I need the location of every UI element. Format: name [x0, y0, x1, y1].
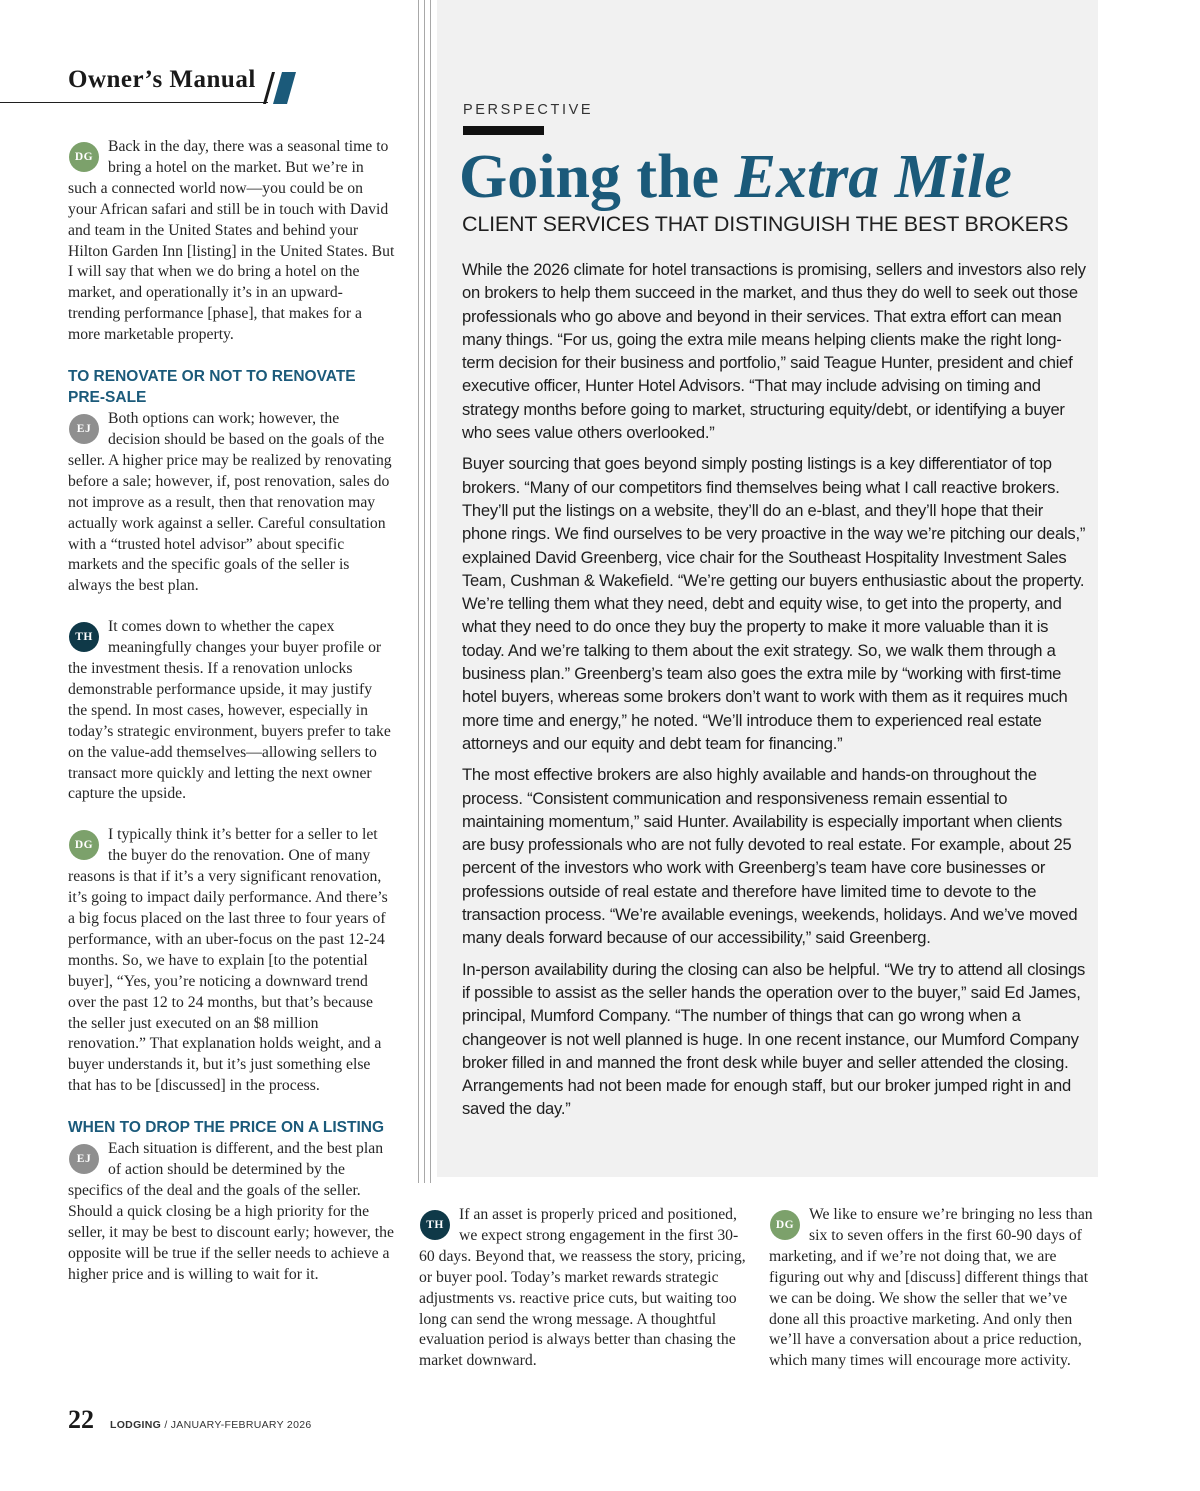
right-column — [769, 1205, 1096, 1372]
quote-text: Both options can work; however, the decision should be based on the goals of the seller. A higher price may be realized by renovating before a sale; however, if, post renovation, sales do not improve as a result, then that renovation may actually work against a seller. Careful consultation with a “trusted hotel advisor” about specific markets and the specific goals of the seller is always the best plan. — [68, 410, 392, 595]
column-rule — [418, 0, 419, 1183]
sidebar-paragraph: The most effective brokers are also highly available and hands-on throughout the process. “Consistent communication and responsiveness remain essential to maintaining momentum,” said Hunter. Availability is especially important when clients are busy professionals who are not fully devoted to real estate. For example, about 25 percent of the investors who work with Greenberg’s team have core businesses or professions outside of real estate and therefore have limited time to devote to the transaction process. “We’re available evenings, weekends, holidays. And we’ve moved many deals forward because of our accessibility,” said Greenberg. — [462, 765, 1078, 948]
quote-dg-2 — [68, 825, 395, 1097]
sidebar-paragraph: While the 2026 climate for hotel transactions is promising, sellers and investors also rely on brokers to help them succeed in the market, and thus they do well to seek out those professionals who go above and beyond in their services. That extra effort can mean many things. “For us, going the extra mile means helping clients make the right long-term decision for their business and portfolio,” said Teague Hunter, president and chief executive officer, Hunter Hotel Advisors. “That may include advising on timing and strategy months before going to market, structuring equity/debt, or identifying a buyer who sees value others overlooked.” — [462, 260, 1086, 443]
deck: CLIENT SERVICES THAT DISTINGUISH THE BEST BROKERS — [462, 212, 1069, 236]
left-column — [68, 137, 395, 1306]
issue-date: / JANUARY-FEBRUARY 2026 — [161, 1419, 312, 1431]
quote-th-2 — [419, 1205, 746, 1372]
sidebar-paragraph: In-person availability during the closing can also be helpful. “We try to attend all closings if possible to assist as the seller hands the operation over to the buyer,” said Ed James, principal, Mumford Company. “The number of things that can go wrong when a changeover is not well planned is huge. In one recent instance, our Mumford Company broker filled in and manned the front desk while buyer and seller attended the closing. Arrangements had not been made for enough staff, but our broker jumped right in and saved the day.” — [462, 959, 1086, 1119]
quote-ej-2 — [68, 1139, 395, 1285]
sidebar-paragraph: Buyer sourcing that goes beyond simply posting listings is a key differentiator of top brokers. “Many of our competitors find themselves being what I call reactive brokers. They’ll put the listings on a website, they’ll do an e-blast, and they’ll hope that their phone rings. We find ourselves to be very proactive in the way we’re pitching our deals,” explained David Greenberg, vice chair for the Southeast Hospitality Investment Sales Team, Cushman & Wakefield. “We’re getting our buyers enthusiastic about the property. We’re telling them what they need, debt and equity wise, to get into the property, and what they need to do once they buy the property to make it more valuable than it is today. And we’re talking to them about the exit strategy. So, we walk them through a business plan.” Greenberg’s team also goes the extra mile by “working with first-time hotel buyers, whereas some brokers don’t want to work with them as it requires much more time and energy,” he noted. “We’ll introduce them to experienced real estate attorneys and our equity and debt team for financing.” — [462, 454, 1086, 753]
headline-plain: Going the — [459, 143, 735, 211]
quote-text: I typically think it’s better for a seller to let the buyer do the renovation. One of many reasons is that if it’s a very significant renovation, it’s going to impact daily performance. And there’s a big focus placed on the last three to four years of performance, with an uber-focus on the past 12-24 months. So, we have to explain [to the potential buyer], “Yes, you’re noticing a downward trend over the past 12 to 24 months, but that’s because the seller just executed on an $8 million renovation.” That explanation holds weight, and a buyer understands it, but it’s just something else that has to be [discussed] in the process. — [68, 826, 388, 1095]
quote-text: If an asset is properly priced and positioned, we expect strong engagement in the first 30-60 days. Beyond that, we reassess the story, pricing, or buyer pool. Today’s market rewards strategic adjustments vs. reactive price cuts, but waiting too long can send the wrong message. A thoughtful evaluation period is always better than chasing the market downward. — [419, 1206, 746, 1370]
magazine-issue — [110, 1419, 311, 1431]
quote-th-1 — [68, 617, 395, 805]
magazine-name: LODGING — [110, 1419, 162, 1431]
label-bar — [463, 126, 544, 135]
quote-dg-1 — [68, 137, 395, 346]
page-number: 22 — [68, 1405, 94, 1434]
quote-text: Each situation is different, and the best plan of action should be determined by the specifics of the deal and the goals of the seller. Should a quick closing be a high priority for the seller, it may be best to discount early; however, the opposite will be true if the seller needs to achieve a higher price and is willing to wait for it. — [68, 1140, 394, 1283]
speaker-badge: EJ — [69, 1144, 99, 1174]
speaker-badge: TH — [69, 622, 99, 652]
quote-ej-1 — [68, 409, 395, 597]
headline-emphasis: Extra Mile — [734, 143, 1012, 211]
middle-column — [419, 1205, 746, 1372]
speaker-badge: DG — [69, 830, 99, 860]
speaker-badge: TH — [420, 1210, 450, 1240]
subhead-renovate: TO RENOVATE OR NOT TO RENOVATE PRE-SALE — [68, 368, 356, 407]
speaker-badge: DG — [770, 1210, 800, 1240]
quote-text: We like to ensure we’re bringing no less than six to seven offers in the first 60-90 days of marketing, and if we’re not doing that, we are figuring out why and [discuss] different things that we can be doing. We show the seller that we’ve done all this proactive marketing. And only then we’ll have a conversation about a price reduction, which many times will encourage more activity. — [769, 1206, 1093, 1370]
speaker-badge: EJ — [69, 414, 99, 444]
slash-logo-mark — [262, 72, 296, 104]
section-title: Owner’s Manual — [68, 66, 256, 93]
perspective-label: PERSPECTIVE — [463, 102, 594, 118]
column-rule — [424, 0, 425, 1183]
subhead-price-drop: WHEN TO DROP THE PRICE ON A LISTING — [68, 1119, 385, 1137]
column-rule — [430, 0, 431, 1183]
headline — [459, 138, 1099, 216]
speaker-badge: DG — [69, 142, 99, 172]
quote-text: It comes down to whether the capex meaningfully changes your buyer profile or the investment thesis. If a renovation unlocks demonstrable performance upside, it may justify the spend. In most cases, however, especially in today’s strategic environment, buyers prefer to take on the value-add themselves—allowing sellers to transact more quickly and letting the next owner capture the upside. — [68, 618, 391, 803]
quote-text: Back in the day, there was a seasonal time to bring a hotel on the market. But we’re in such a connected world now—you could be on your African safari and still be in touch with David and team in the United States and behind your Hilton Garden Inn [listing] in the United States. But I will say that when we do bring a hotel on the market, and operationally it’s in an upward-trending performance [phase], that makes for a more marketable property. — [68, 138, 395, 344]
quote-dg-3 — [769, 1205, 1096, 1372]
sidebar-body — [462, 258, 1088, 1129]
header-rule — [0, 102, 268, 103]
